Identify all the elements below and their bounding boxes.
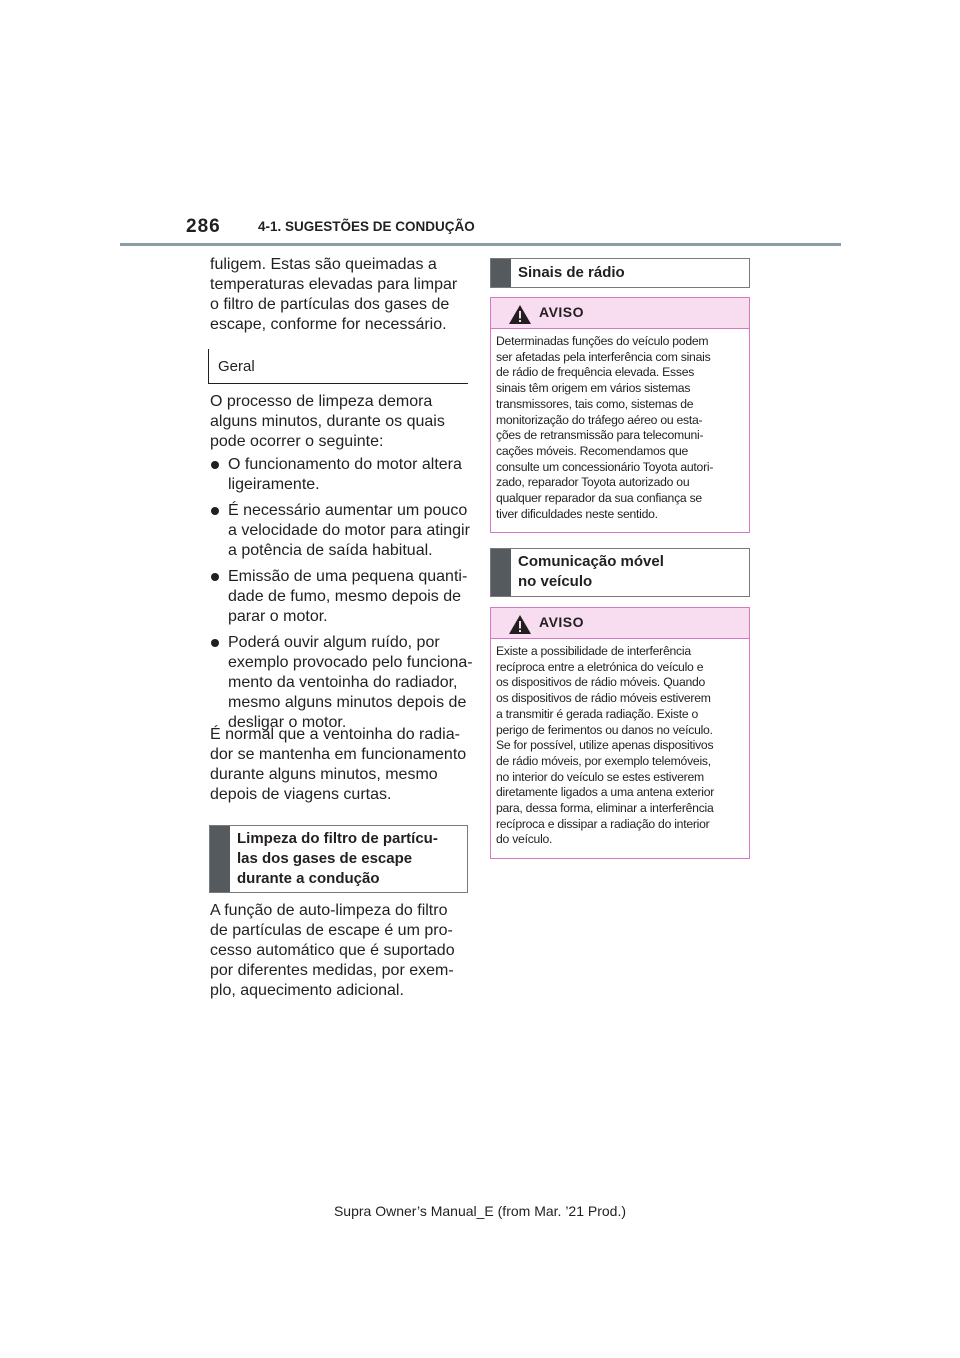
text-line: O funcionamento do motor altera [228, 456, 462, 473]
text-line: alguns minutos, durante os quais [210, 413, 445, 430]
text-line: monitorização do tráfego aéreo ou esta- [496, 412, 703, 427]
text-line: qualquer reparador da sua confiança se [496, 491, 702, 506]
text-line: por diferentes medidas, por exem- [210, 962, 454, 979]
text-line: a transmitir é gerada radiação. Existe o [496, 706, 699, 721]
text-line: a velocidade do motor para atingir [228, 522, 470, 539]
bullet-icon [211, 461, 219, 469]
text-line: O processo de limpeza demora [210, 393, 433, 410]
heading-bar [491, 259, 511, 287]
process-paragraph [210, 392, 475, 452]
text-line: dor se mantenha em funcionamento [210, 746, 467, 763]
aviso-header [491, 298, 749, 329]
text-line: escape, conforme for necessário. [210, 316, 447, 333]
heading-sinais-radio [490, 258, 750, 288]
heading-bar [210, 826, 230, 892]
text-line: cações móveis. Recomendamos que [496, 443, 689, 458]
text-line: sinais têm origem em vários sistemas [496, 381, 691, 396]
aviso-header [491, 608, 749, 639]
text-line: fuligem. Estas são queimadas a [210, 256, 437, 273]
heading-limpeza-filtro [209, 825, 468, 893]
list-item [210, 567, 475, 627]
text-line: desligar o motor. [228, 714, 347, 731]
header-divider [120, 243, 841, 246]
bullet-list [210, 455, 475, 739]
text-line: de rádio móveis, por exemplo telemóveis, [496, 753, 711, 768]
warning-triangle-icon [508, 614, 532, 635]
text-line: diretamente ligados a uma antena exterior [496, 785, 715, 800]
list-item [210, 455, 475, 495]
autoclean-paragraph [210, 901, 475, 1001]
aviso-box-comunicacao [490, 607, 750, 859]
text-line: do veículo. [496, 832, 553, 847]
aviso-label: AVISO [539, 614, 585, 630]
subheading-geral [208, 349, 468, 384]
text-line: A função de auto-limpeza do filtro [210, 902, 448, 919]
text-line: Se for possível, utilize apenas dispositivos [496, 738, 714, 753]
intro-paragraph [210, 255, 475, 335]
aviso-box-radio [490, 297, 750, 533]
bullet-icon [211, 507, 219, 515]
aviso-label: AVISO [539, 304, 585, 320]
text-line: Limpeza do filtro de partícu- [237, 830, 438, 847]
text-line: parar o motor. [228, 608, 328, 625]
text-line: os dispositivos de rádio móveis estiverem [496, 691, 711, 706]
subheading-geral-label: Geral [218, 358, 255, 375]
text-line: para, dessa forma, eliminar a interferência [496, 801, 714, 816]
list-item [210, 501, 475, 561]
text-line: ligeiramente. [228, 476, 320, 493]
text-line: las dos gases de escape [237, 850, 413, 867]
text-line: Existe a possibilidade de interferência [496, 644, 691, 658]
text-line: cesso automático que é suportado [210, 942, 455, 959]
text-line: plo, aquecimento adicional. [210, 982, 404, 999]
text-line: de partículas de escape é um pro- [210, 922, 453, 939]
text-line: no interior do veículo se estes estiverem [496, 769, 704, 784]
text-line: de rádio de frequência elevada. Esses [496, 365, 695, 380]
text-line: temperaturas elevadas para limpar [210, 276, 458, 293]
text-line: o filtro de partículas dos gases de [210, 296, 450, 313]
text-line: os dispositivos de rádio móveis. Quando [496, 675, 706, 690]
section-title: 4-1. SUGESTÕES DE CONDUÇÃO [258, 219, 475, 234]
text-line: ções de retransmissão para telecomuni- [496, 428, 704, 443]
text-line: depois de viagens curtas. [210, 786, 392, 803]
text-line: mento da ventoinha do radiador, [228, 674, 458, 691]
text-line: dade de fumo, mesmo depois de [228, 588, 462, 605]
text-line: zado, reparador Toyota autorizado ou [496, 475, 690, 490]
list-item [210, 633, 475, 733]
aviso-body [491, 639, 749, 848]
text-line: É necessário aumentar um pouco [228, 502, 468, 519]
text-line: recíproca e dissipar a radiação do interior [496, 816, 710, 831]
heading-bar [491, 549, 511, 596]
text-line: pode ocorrer o seguinte: [210, 433, 384, 450]
text-line: É normal que a ventoinha do radia- [210, 726, 460, 743]
warning-triangle-icon [508, 304, 532, 325]
text-line: Determinadas funções do veículo podem [496, 334, 709, 348]
bullet-icon [211, 639, 219, 647]
text-line: Emissão de uma pequena quanti- [228, 568, 468, 585]
bullet-icon [211, 573, 219, 581]
normal-paragraph [210, 725, 475, 805]
aviso-body [491, 329, 749, 522]
footer-text: Supra Owner’s Manual_E (from Mar. ’21 Prod.) [333, 1203, 627, 1219]
text-line: Poderá ouvir algum ruído, por [228, 634, 440, 651]
text-line: no veículo [518, 573, 593, 590]
text-line: exemplo provocado pelo funciona- [228, 654, 473, 671]
text-line: mesmo alguns minutos depois de [228, 694, 467, 711]
text-line: perigo de ferimentos ou danos no veículo. [496, 722, 713, 737]
text-line: recíproca entre a eletrónica do veículo e [496, 659, 704, 674]
page-number: 286 [186, 216, 221, 237]
text-line: ser afetadas pela interferência com sinais [496, 349, 711, 364]
text-line: durante a condução [237, 870, 380, 887]
text-line: consulte um concessionário Toyota autori- [496, 459, 714, 474]
text-line: durante alguns minutos, mesmo [210, 766, 438, 783]
text-line: a potência de saída habitual. [228, 542, 433, 559]
heading-comunicacao-movel [490, 548, 750, 597]
heading-sinais-radio-label: Sinais de rádio [518, 264, 625, 281]
text-line: transmissores, tais como, sistemas de [496, 396, 694, 411]
text-line: Comunicação móvel [518, 553, 664, 570]
text-line: tiver dificuldades neste sentido. [496, 506, 658, 521]
